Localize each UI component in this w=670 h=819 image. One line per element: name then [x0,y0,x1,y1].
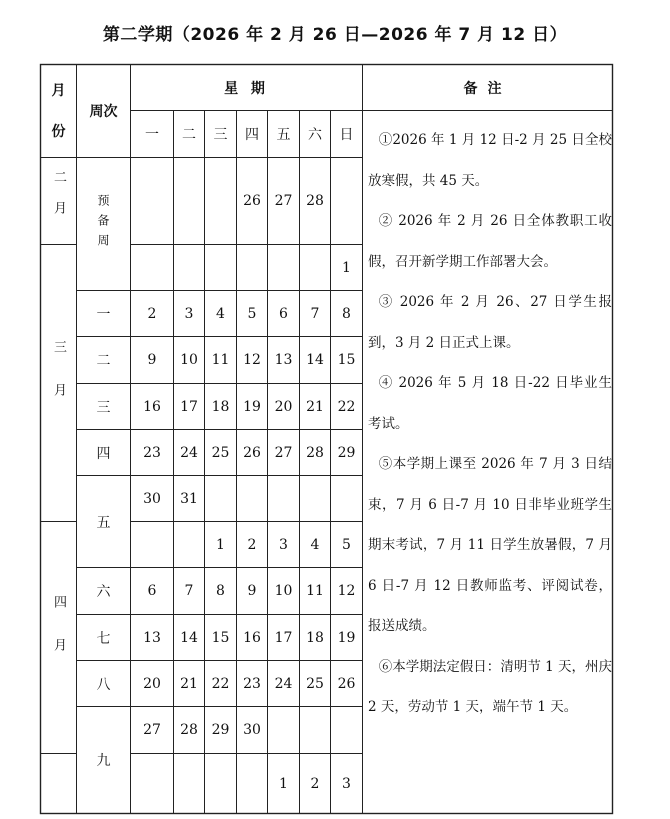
date-cell: 28 [180,722,198,738]
date-cell: 15 [211,629,230,646]
date-cell [331,476,362,521]
day-header-sat: 六 [308,127,322,143]
week-header: 周次 [89,104,118,120]
day-header-thu: 四 [245,127,259,143]
date-cell [174,158,204,244]
week-label-3: 三 [96,399,111,416]
date-cell: 18 [211,398,230,415]
day-header-sun: 日 [339,127,354,143]
date-cell: 27 [274,444,293,461]
date-cell: 15 [337,352,356,368]
date-cell: 8 [342,305,351,322]
date-cell: 6 [279,305,288,322]
date-cell: 13 [274,352,293,368]
notes-header: 备注 [463,80,512,97]
month-label-mar: 三月 [51,340,66,426]
date-cell [331,707,362,753]
week-label-4: 四 [96,445,111,462]
date-cell: 18 [306,629,324,646]
date-cell: 14 [306,352,324,368]
date-cell: 21 [306,398,324,415]
day-header-wed: 三 [213,127,228,143]
date-cell [268,476,299,521]
date-cell: 3 [184,305,194,322]
note-4: ④ 2026 年 5 月 18 日-22 日毕业生考试。 [368,375,612,432]
date-cell: 9 [147,352,157,368]
date-cell [300,245,330,290]
date-cell: 4 [216,305,225,322]
day-header-fri: 五 [276,127,291,143]
date-cell: 6 [147,583,157,599]
date-cell: 21 [180,675,198,692]
date-cell [131,158,173,244]
date-cell [300,476,330,521]
date-cell: 25 [211,444,230,461]
date-cell [131,245,173,290]
date-cell: 12 [337,583,356,599]
date-cell [131,522,173,567]
date-cell: 30 [143,490,161,507]
date-cell: 14 [180,629,198,646]
note-6: ⑥本学期法定假日：清明节 1 天，州庆 2 天，劳动节 1 天，端午节 1 天。 [368,658,612,715]
month-label-feb: 二月 [51,170,66,232]
date-cell: 7 [184,583,194,599]
date-cell: 13 [143,629,161,646]
week-label-prep: 预备周 [96,194,110,254]
date-cell [205,754,236,813]
day-header-tue: 二 [182,127,196,143]
date-cell: 4 [310,536,320,553]
page-title: 第二学期（2026 年 2 月 26 日—2026 年 7 月 12 日） [102,25,568,45]
date-cell [268,707,299,753]
week-label-8: 八 [96,676,111,693]
week-label-7: 七 [96,630,111,647]
weekday-header: 星 期 [224,80,269,97]
date-cell: 16 [243,629,261,646]
date-cell: 3 [342,775,351,792]
date-cell: 1 [342,259,351,276]
date-cell: 24 [180,444,198,461]
date-cell: 19 [337,629,356,646]
date-cell: 27 [274,193,293,209]
date-cell: 29 [211,722,230,738]
date-cell: 23 [143,444,161,461]
date-cell: 5 [342,536,351,553]
date-cell: 2 [310,775,320,792]
date-cell [300,707,330,753]
date-cell: 30 [243,722,261,738]
date-cell: 26 [243,193,261,209]
date-cell: 31 [180,490,198,507]
date-cell: 23 [243,675,261,692]
date-cell [237,245,267,290]
date-cell: 11 [306,583,324,599]
note-1: ①2026 年 1 月 12 日-2 月 25 日全校放寒假，共 45 天。 [368,132,612,189]
date-cell: 1 [216,536,225,553]
date-cell: 5 [247,305,257,322]
date-cell [237,754,267,813]
date-cell: 16 [143,398,161,415]
date-cell: 24 [274,675,293,692]
date-cell: 28 [306,193,324,209]
date-cell: 2 [147,305,157,322]
date-cell [237,476,267,521]
date-cell: 20 [143,675,161,692]
date-cell [174,245,204,290]
date-cell: 8 [216,583,225,599]
date-cell: 22 [337,398,356,415]
date-cell [131,754,173,813]
month-label-apr: 四月 [51,594,66,681]
week-label-9: 九 [96,753,111,769]
week-label-2: 二 [96,353,111,369]
date-cell: 10 [274,583,293,599]
date-cell: 19 [243,398,261,415]
date-cell [205,158,236,244]
date-cell: 7 [310,305,320,322]
date-cell: 17 [274,629,293,646]
date-cell: 11 [211,352,230,368]
date-cell: 20 [274,398,293,415]
date-cell [174,522,204,567]
date-cell: 1 [279,775,288,792]
day-header-mon: 一 [145,127,159,143]
date-cell: 29 [337,444,356,461]
date-cell: 12 [243,352,261,368]
date-cell [174,754,204,813]
date-cell: 26 [243,444,261,461]
date-cell [205,245,236,290]
date-cell [268,245,299,290]
date-cell [205,476,236,521]
date-cell: 2 [247,536,257,553]
month-header-bottom: 份 [51,124,66,140]
week-label-1: 一 [96,306,111,323]
date-cell: 9 [247,583,257,599]
week-label-6: 六 [96,584,111,600]
month-header-top: 月 [51,83,66,99]
date-cell: 25 [306,675,324,692]
note-5: ⑤本学期上课至 2026 年 7 月 3 日结束，7 月 6 日-7 月 10 日非毕业班学生期末考试，7 月 11 日学生放暑假，7 月 6 日-7 月 12 日教师监考、评阅试卷，报送成绩。 [368,456,612,634]
date-cell: 22 [211,675,230,692]
date-cell: 26 [337,675,356,692]
date-cell: 28 [306,444,324,461]
date-cell: 17 [180,398,198,415]
week-label-5: 五 [96,514,111,531]
notes-column [368,120,612,728]
note-3: ③ 2026 年 2 月 26、27 日学生报到，3 月 2 日正式上课。 [368,294,612,351]
date-cell [331,158,362,244]
date-cell: 3 [279,536,288,553]
date-cell: 10 [180,352,198,368]
date-cell: 27 [143,722,161,738]
note-2: ② 2026 年 2 月 26 日全体教职工收假，召开新学期工作部署大会。 [368,213,612,270]
